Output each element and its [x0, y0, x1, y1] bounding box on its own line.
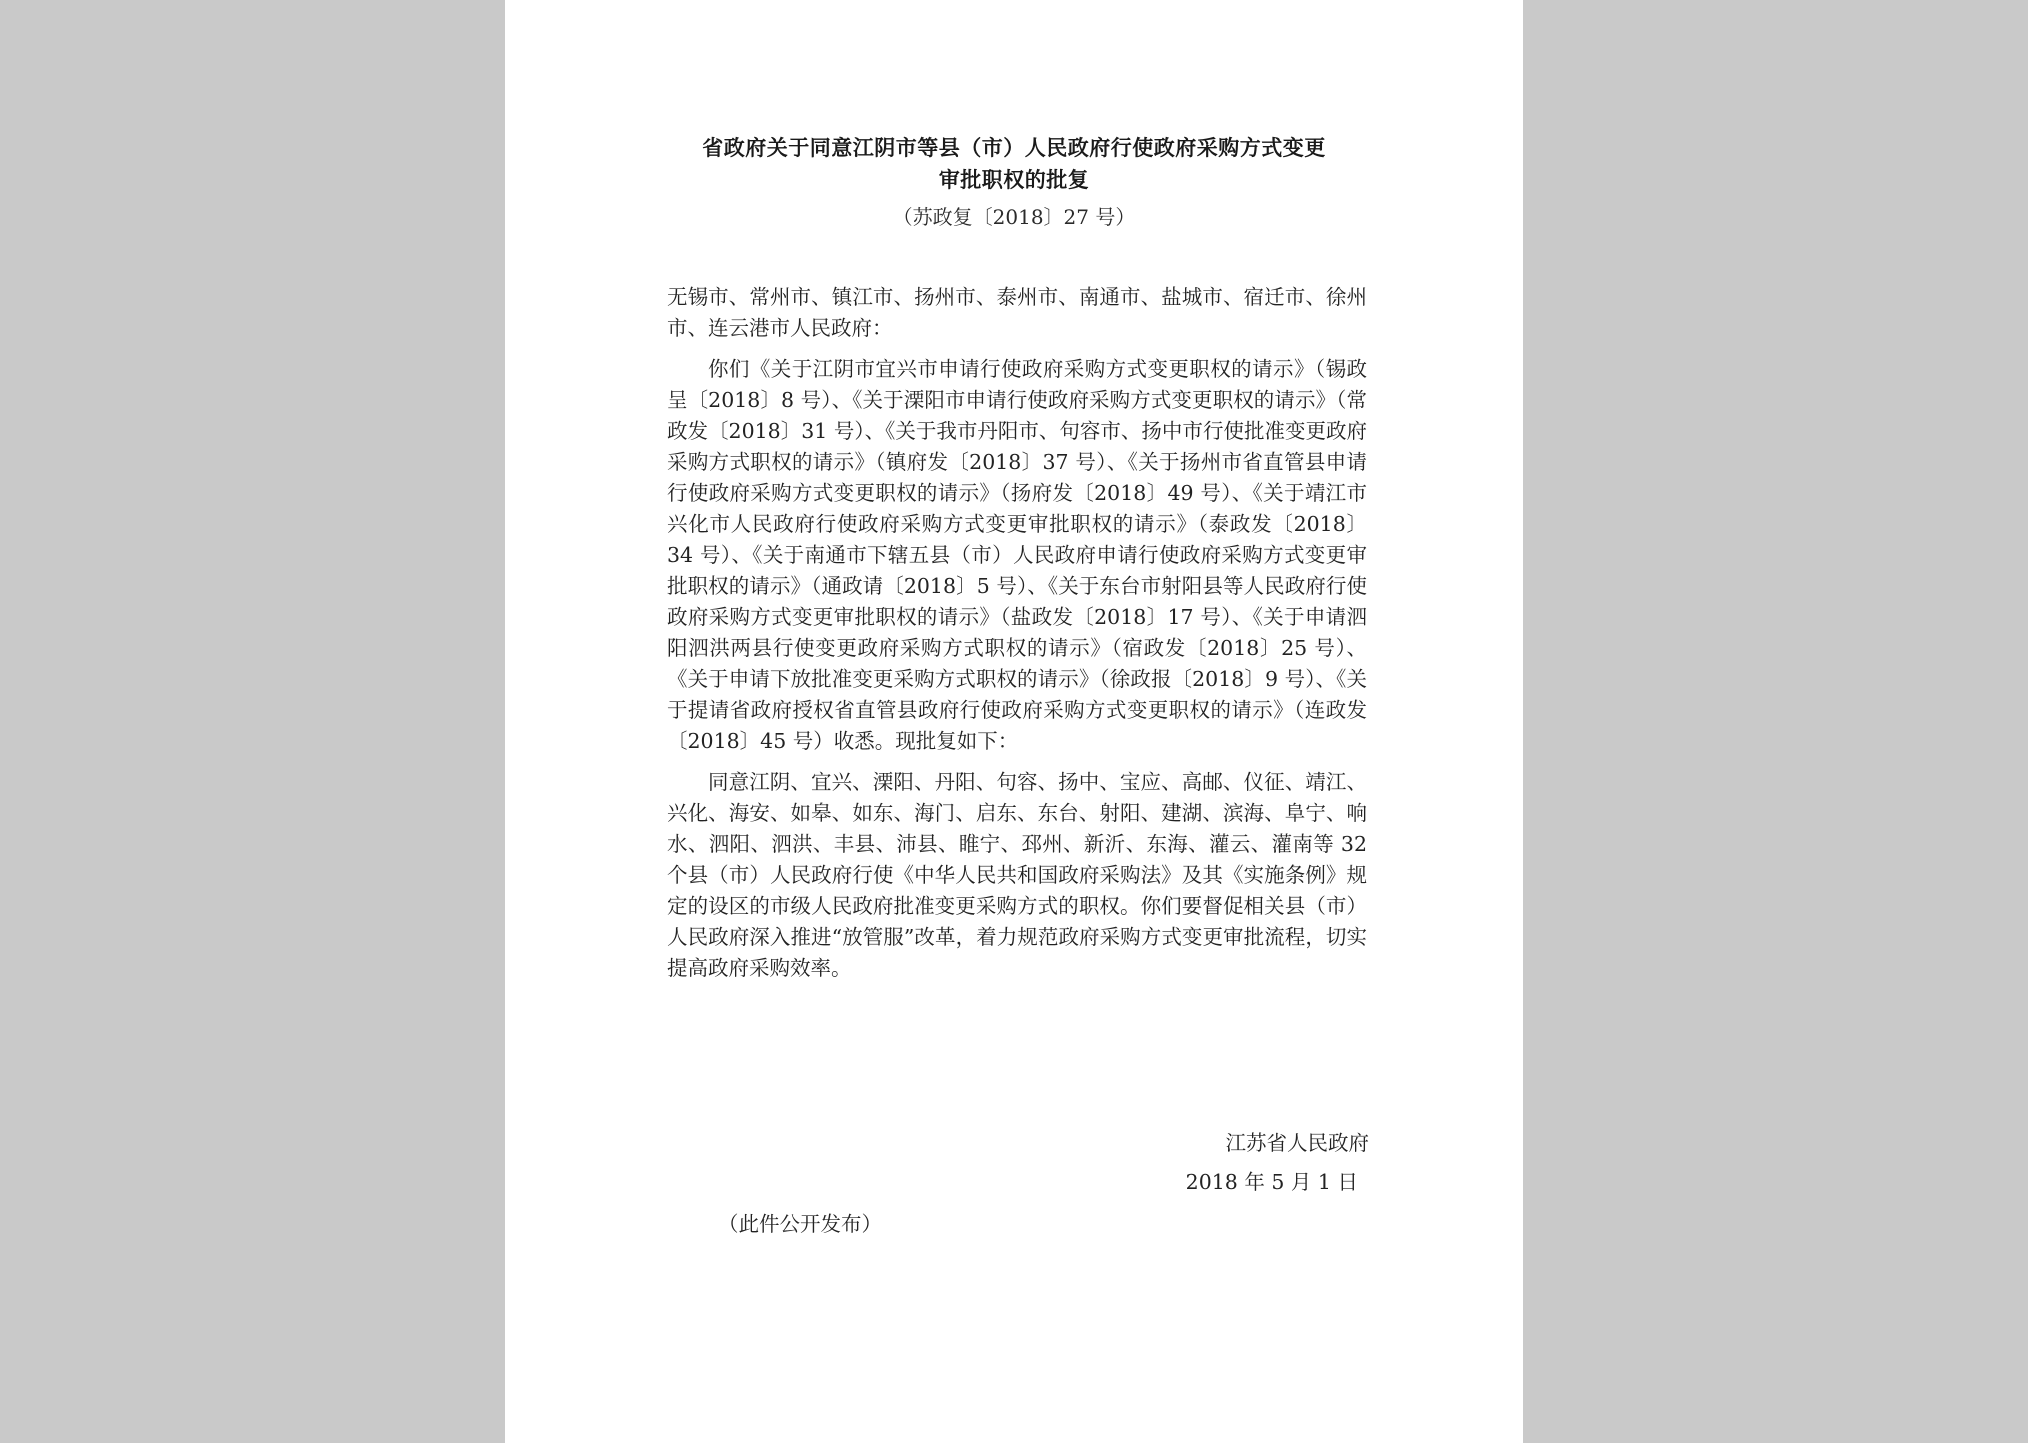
addressee: 无锡市、常州市、镇江市、扬州市、泰州市、南通市、盐城市、宿迁市、徐州市、连云港市人民政府：	[667, 285, 1367, 340]
body-paragraph-2: 同意江阴、宜兴、溧阳、丹阳、句容、扬中、宝应、高邮、仪征、靖江、兴化、海安、如皋、如东、海门、启东、东台、射阳、建湖、滨海、阜宁、响水、泗阳、泗洪、丰县、沛县、睢宁、邳州、新沂、东海、灌云、灌南等 32 个县（市）人民政府行使《中华人民共和国政府采购法》及其《实施条例》规定的设区的市级人民政府批准变更采购方式的职权。你们要督促相关县（市）人民政府深入推进“放管服”改革，着力规范政府采购方式变更审批流程，切实提高政府采购效率。	[667, 770, 1367, 980]
release-note: （此件公开发布）	[718, 1212, 882, 1236]
document-number: （苏政复〔2018〕27 号）	[892, 205, 1136, 229]
signature-date: 2018 年 5 月 1 日	[1185, 1170, 1358, 1194]
document-title-line2: 审批职权的批复	[938, 168, 1090, 192]
signature-organization: 江苏省人民政府	[1225, 1131, 1369, 1155]
body-paragraph-1: 你们《关于江阴市宜兴市申请行使政府采购方式变更职权的请示》（锡政呈〔2018〕8 号）、《关于溧阳市申请行使政府采购方式变更职权的请示》（常政发〔2018〕31 号）、《关于我市丹阳市、句容市、扬中市行使批准变更政府采购方式职权的请示》（镇府发〔2018〕37 号）、《关于扬州市省直管县申请行使政府采购方式变更职权的请示》（扬府发〔2018〕49 号）、《关于靖江市兴化市人民政府行使政府采购方式变更审批职权的请示》（泰政发〔2018〕34 号）、《关于南通市下辖五县（市）人民政府申请行使政府采购方式变更审批职权的请示》（通政请〔2018〕5 号）、《关于东台市射阳县等人民政府行使政府采购方式变更审批职权的请示》（盐政发〔2018〕17 号）、《关于申请泗阳泗洪两县行使变更政府采购方式职权的请示》（宿政发〔2018〕25 号）、《关于申请下放批准变更采购方式职权的请示》（徐政报〔2018〕9 号）、《关于提请省政府授权省直管县政府行使政府采购方式变更职权的请示》（连政发〔2018〕45 号）收悉。现批复如下：	[667, 357, 1367, 753]
document-page	[505, 0, 1523, 1443]
document-title-line1: 省政府关于同意江阴市等县（市）人民政府行使政府采购方式变更	[702, 136, 1326, 160]
document-body	[667, 282, 1367, 984]
document-title	[665, 132, 1363, 196]
